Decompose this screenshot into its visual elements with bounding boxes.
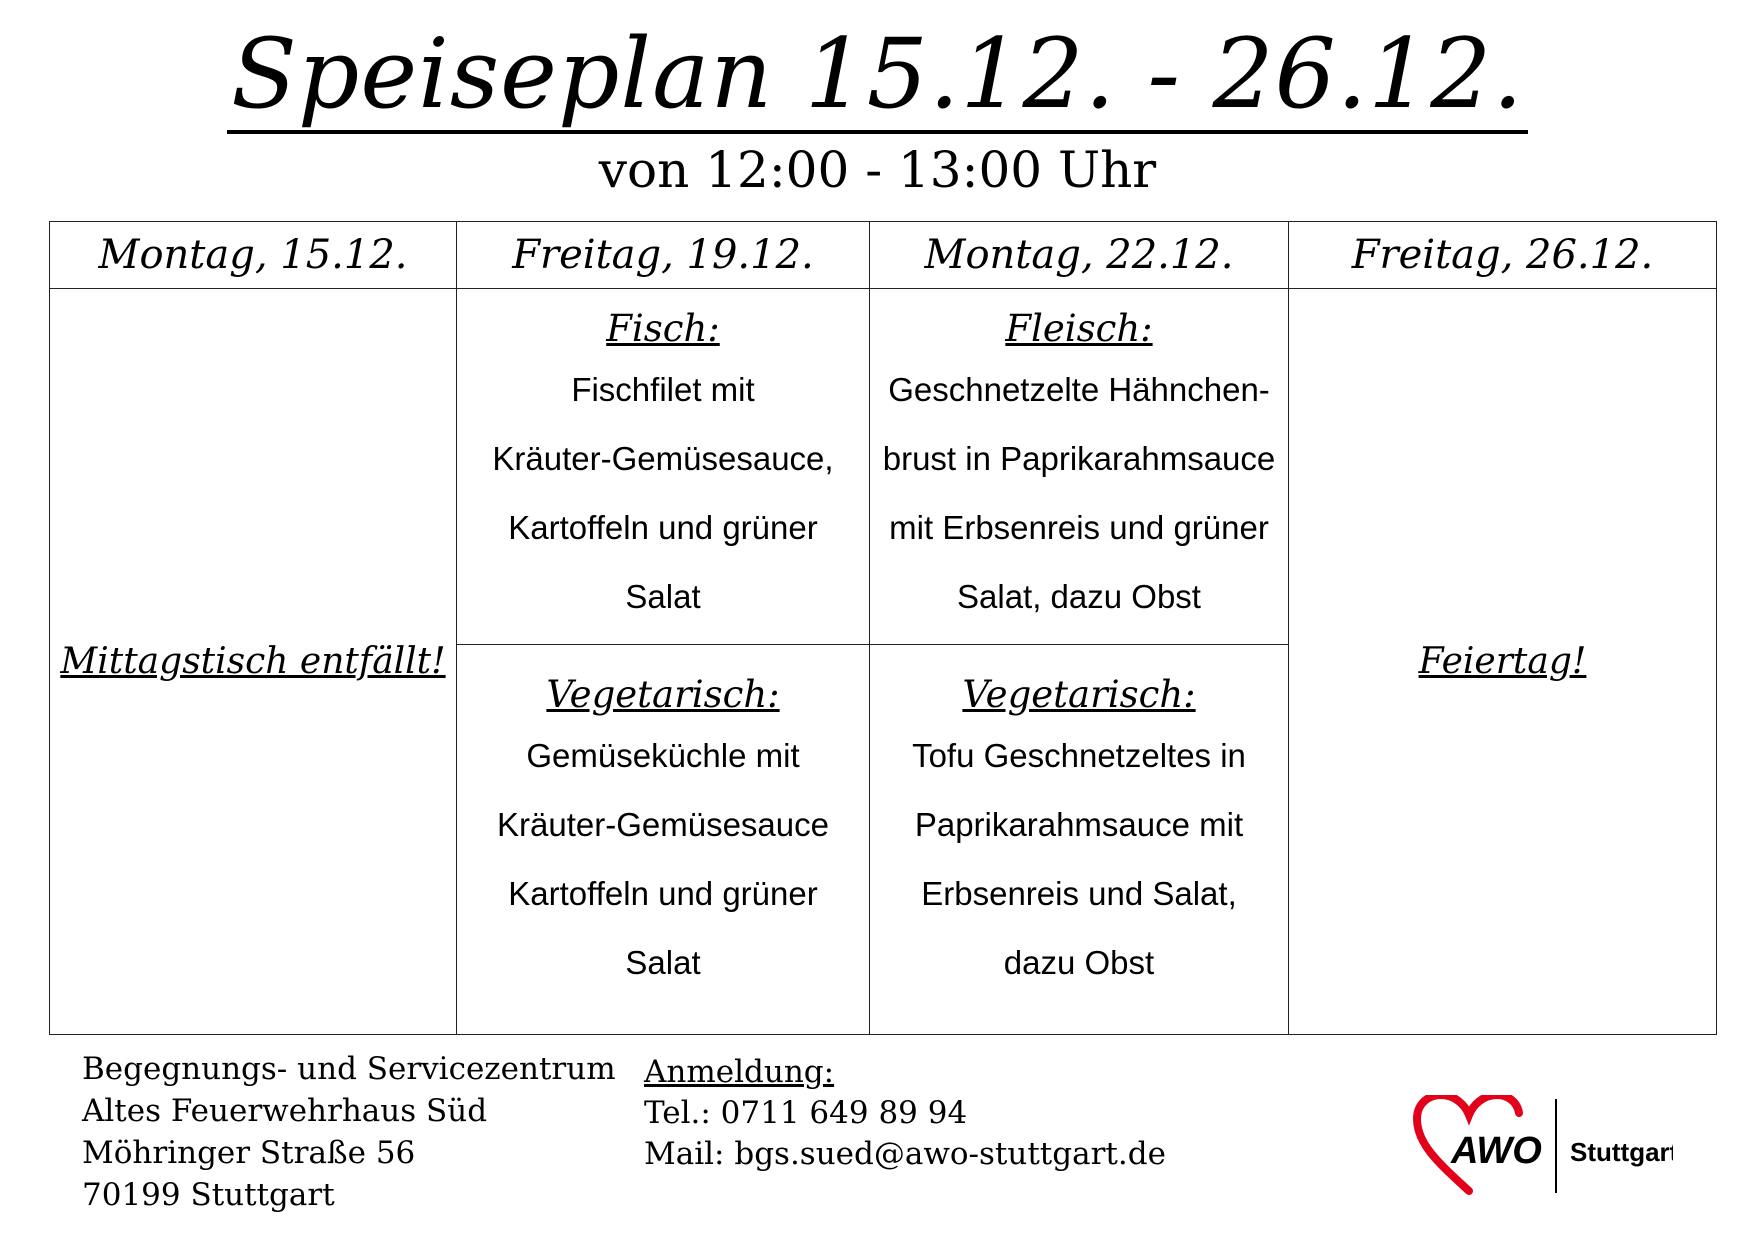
footer-address: Begegnungs- und Servicezentrum Altes Feuerwehrhaus Süd Möhringer Straße 56 70199 Stuttgart — [82, 1051, 616, 1213]
phone-number: Tel.: 0711 649 89 94 — [644, 1095, 968, 1131]
registration-label: Anmeldung: — [644, 1054, 835, 1090]
logo-brand-text: AWO — [1451, 1130, 1542, 1172]
meal-title: Vegetarisch: — [962, 673, 1196, 716]
email-address[interactable]: Mail: bgs.sued@awo-stuttgart.de — [644, 1136, 1166, 1172]
holiday-note: Feiertag! — [1418, 641, 1587, 682]
logo-city-text: Stuttgart — [1570, 1137, 1673, 1167]
meal-description: Tofu Geschnetzeltes in Paprikarahmsauce mit Erbsenreis und Salat, dazu Obst — [912, 737, 1246, 981]
meal-cell-meat — [870, 289, 1289, 645]
day-header: Montag, 15.12. — [50, 222, 457, 289]
menu-table — [49, 221, 1717, 1035]
meal-cell-vegetarian — [457, 645, 870, 1035]
page-title-wrap — [0, 18, 1755, 130]
meal-cell-fish — [457, 289, 870, 645]
meal-description: Gemüseküchle mit Kräuter-Gemüsesauce Kartoffeln und grüner Salat — [497, 737, 829, 981]
page-title: Speiseplan 15.12. - 26.12. — [227, 18, 1528, 134]
meal-description: Fischfilet mit Kräuter-Gemüsesauce, Kartoffeln und grüner Salat — [492, 371, 834, 615]
day-header: Montag, 22.12. — [870, 222, 1289, 289]
footer-contact — [644, 1052, 1166, 1175]
meal-cell-vegetarian — [870, 645, 1289, 1035]
time-subtitle: von 12:00 - 13:00 Uhr — [598, 141, 1157, 199]
meal-description: Geschnetzelte Hähnchen- brust in Paprikarahmsauce mit Erbsenreis und grüner Salat, dazu Obst — [882, 371, 1276, 615]
header-row — [50, 222, 1717, 289]
meal-title: Vegetarisch: — [546, 673, 780, 716]
closed-note: Mittagstisch entfällt! — [60, 641, 446, 682]
holiday-cell — [1289, 289, 1717, 1035]
meal-title: Fleisch: — [1005, 307, 1153, 350]
day-header: Freitag, 19.12. — [457, 222, 870, 289]
meal-title: Fisch: — [606, 307, 720, 350]
awo-logo — [1413, 1095, 1673, 1197]
day-header: Freitag, 26.12. — [1289, 222, 1717, 289]
closed-cell — [50, 289, 457, 1035]
